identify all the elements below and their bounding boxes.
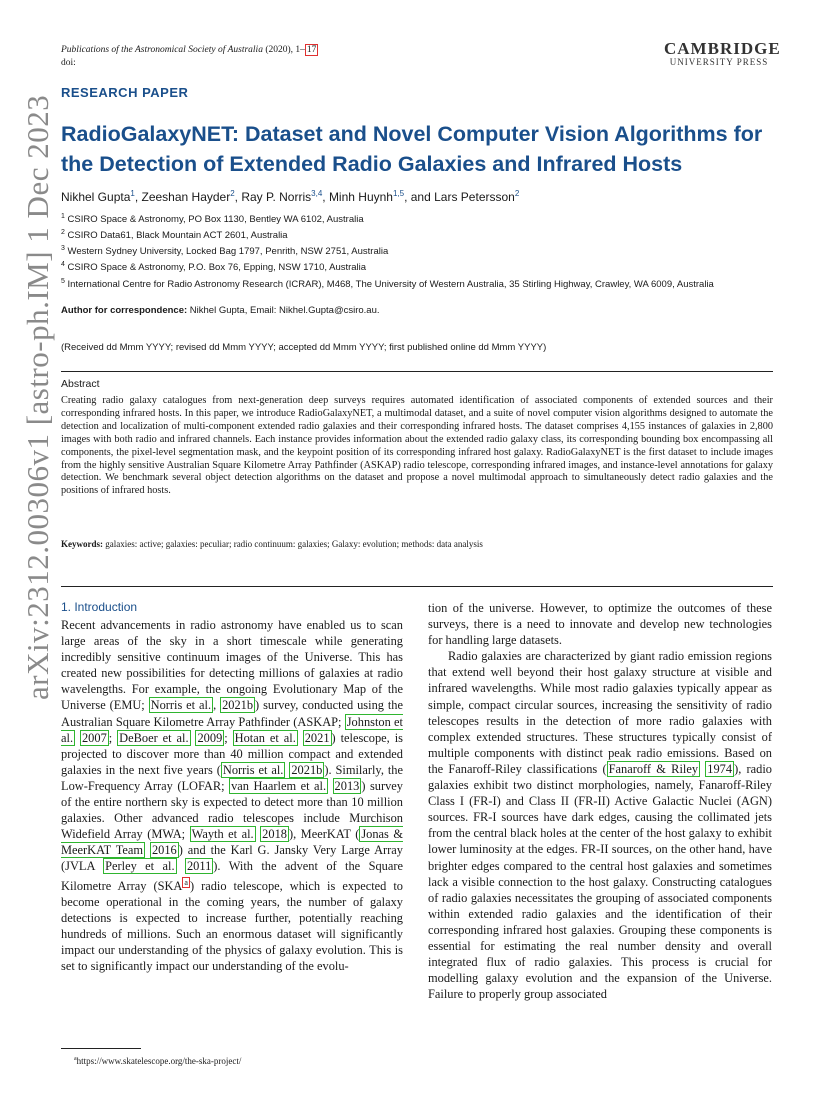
citation-link[interactable]: 2007 [81, 730, 107, 745]
author-name: Ray P. Norris [241, 190, 312, 204]
citation-link[interactable]: 2009 [197, 730, 223, 745]
author-name: Minh Huynh [328, 190, 393, 204]
author-name: Lars Petersson [434, 190, 515, 204]
divider [61, 371, 773, 372]
footnote-url[interactable]: https://www.skatelescope.org/the-ska-project/ [76, 1056, 242, 1066]
author-affiliation[interactable]: 2 [514, 189, 520, 198]
author-affiliation[interactable]: 3,4 [311, 189, 323, 198]
divider [61, 586, 773, 587]
abstract-heading: Abstract [61, 378, 100, 390]
citation-link[interactable]: Johnston et al. [61, 714, 403, 745]
correspondence-label: Author for correspondence: [61, 305, 188, 316]
citation-link[interactable]: Hotan et al. [234, 730, 296, 745]
citation-link[interactable]: 2016 [151, 843, 177, 858]
affiliation-list [61, 210, 781, 291]
citation-link[interactable]: DeBoer et al. [119, 730, 189, 745]
abstract-text: Creating radio galaxy catalogues from next-generation deep surveys requires automated identification of associated components of extended sources and their corresponding infrared hosts. In this paper, we introduce RadioGalaxyNET, a multimodal dataset, and a suite of novel computer vision algorithms designed to automate the detection and localization of multi-component extended radio galaxies and their corresponding infrared hosts. The dataset comprises 4,155 instances of galaxies in 2,800 images with both radio and infrared channels. Each instance provides information about the extended radio galaxy class, its corresponding bounding box encompassing all components, the pixel-level segmentation mask, and the keypoint position of its corresponding infrared host galaxy. RadioGalaxyNET is the first dataset to include images from the highly sensitive Australian Square Kilometre Array Pathfinder (ASKAP) radio telescope, corresponding infrared images, and instance-level annotations for galaxy detection. We benchmark several object detection algorithms on the dataset and propose a novel multimodal approach to simultaneously detect radio galaxies and the positions of infrared hosts. [61, 395, 773, 497]
citation-link[interactable]: Perley et al. [105, 859, 175, 874]
citation-link[interactable]: 1974 [707, 761, 733, 776]
body-column-right [428, 600, 772, 1002]
affiliation-item: $^2$ CSIRO Data61, Black Mountain ACT 2601, Australia [61, 229, 288, 242]
paragraph: Radio galaxies are characterized by giant radio emission regions that extend well beyond their host galaxy structure at visible and infrared wavelengths. While most radio galaxies typically appear as simple, compact circular sources, increasing the sensitivity of radio telescopes results in the detection of more radio galaxies with complex extended structures. These structures typically consist of multiple components with distinct peak radio emissions. Based on the Fanaroff-Riley classifications ( Fanaroff & Riley 1974 ), radio galaxies exhibit two distinct morphologies, namely, Fanaroff-Riley Class I (FR-I) and Class II (FR-II) Active Galactic Nuclei (AGN) sources. FR-I sources have dark edges, causing the collimated jets from the central black holes at the center of the host galaxy to exhibit lower luminosity at the edges. FR-II sources, on the other hand, have brighter edges compared to the central host galaxies and sometimes lack a visible connection to the host galaxy. Constructing catalogues of radio galaxies necessitates the grouping of associated components within extended radio galaxies and the identification of their corresponding infrared host galaxies. Grouping these components is essential for estimating the real number density and overall integrated flux of radio galaxies. This process is crucial for modelling galaxy evolution and the expansion of the Universe. Failure to properly group associated [428, 649, 772, 1002]
cambridge-logo [664, 39, 781, 68]
author-affiliation[interactable]: 1 [130, 189, 135, 198]
received-dates: (Received dd Mmm YYYY; revised dd Mmm YYYY; accepted dd Mmm YYYY; first published online dd Mmm YYYY) [61, 342, 547, 353]
page-title: RadioGalaxyNET: Dataset and Novel Computer Vision Algorithms for the Detection of Extended Radio Galaxies and Infrared Hosts [61, 122, 763, 176]
journal-year-pages: (2020), 1– [262, 45, 305, 55]
citation-link[interactable]: Norris et al. [222, 762, 284, 777]
citation-link[interactable]: 2013 [334, 778, 360, 793]
citation-link[interactable]: Fanaroff & Riley [608, 761, 699, 776]
keywords-text: galaxies: active; galaxies: peculiar; radio continuum: galaxies; Galaxy: evolution; methods: data analysis [103, 539, 483, 549]
affiliation-item: $^1$ CSIRO Space & Astronomy, PO Box 1130, Bentley WA 6102, Australia [61, 213, 364, 226]
citation-link[interactable]: Norris et al. [150, 698, 212, 713]
arxiv-identifier[interactable]: arXiv:2312.00306v1 [astro-ph.IM] 1 Dec 2023 [20, 94, 55, 700]
logo-line1: CAMBRIDGE [664, 39, 781, 58]
citation-link[interactable]: 2021 [304, 730, 330, 745]
affiliation-item: $^4$ CSIRO Space & Astronomy, P.O. Box 76, Epping, NSW 1710, Australia [61, 261, 367, 274]
author-affiliation[interactable]: 2 [230, 189, 235, 198]
logo-line2: UNIVERSITY PRESS [669, 57, 769, 67]
journal-header [61, 44, 318, 70]
affiliation-item: $^3$ Western Sydney University, Locked Bag 1797, Penrith, NSW 2751, Australia [61, 245, 389, 258]
affiliation-item: $^5$ International Centre for Radio Astronomy Research (ICRAR), M468, The University of Western Australia, 35 Stirling Highway, Crawley, WA 6009, Australia [61, 277, 714, 290]
author-name: Zeeshan Hayder [141, 190, 231, 204]
paper-type: RESEARCH PAPER [61, 85, 189, 100]
keywords [61, 539, 483, 549]
citation-link[interactable]: 2021b [291, 762, 323, 777]
body-column-left [61, 617, 403, 974]
citation-link[interactable]: van Haarlem et al. [231, 778, 327, 793]
journal-name: Publications of the Astronomical Society of Australia [61, 45, 263, 55]
correspondence-text: Nikhel Gupta, Email: Nikhel.Gupta@csiro.au. [187, 305, 380, 316]
paragraph: tion of the universe. However, to optimize the outcomes of these surveys, there is a need to innovate and develop new technologies for handling large datasets. [428, 601, 772, 648]
author-affiliation[interactable]: 1,5 [392, 189, 405, 198]
footnote-divider [61, 1048, 141, 1049]
citation-link[interactable]: 2018 [262, 827, 287, 842]
citation-link[interactable]: 2021b [222, 698, 254, 713]
last-page-link[interactable]: 17 [306, 45, 317, 55]
doi-label: doi: [61, 58, 76, 68]
paragraph: Recent advancements in radio astronomy have enabled us to scan large areas of the sky in a short timescale while generating incredibly sensitive continuum images of the Universe. This has created new possibilities for detecting millions of galaxies at radio wavelengths. For example, the ongoing Evolutionary Map of the Universe (EMU; Norris et al. , 2021b ) survey, conducted using the Australian Square Kilometre Array Pathfinder (ASKAP; Johnston et al. 2007 ; DeBoer et al. 2009 ; Hotan et al. 2021 ) telescope, is projected to discover more than 40 million compact and extended galaxies in the next five years ( Norris et al. 2021b ). Similarly, the Low-Frequency Array (LOFAR; van Haarlem et al. 2013 ) survey of the entire northern sky is expected to detect more than 10 million galaxies. Other advanced radio telescopes include Murchison Widefield Array (MWA; Wayth et al. 2018 ), MeerKAT ( Jonas & MeerKAT Team 2016 ) and the Karl G. Jansky Very Large Array (JVLA Perley et al. 2011 ). With the advent of the Square Kilometre Array (SKA $^a$ ) radio telescope, which is expected to become operational in the coming years, the number of galaxy detections is expected to increase further, potentially reaching hundreds of millions. Such an enormous dataset will significantly impact our understanding of the physics of galaxy evolution. This is set to significantly impact our understanding of the evolu- [61, 618, 404, 974]
citation-link[interactable]: Jonas & MeerKAT Team [61, 827, 404, 858]
keywords-label: Keywords: [61, 539, 103, 549]
citation-link[interactable]: Wayth et al. [191, 827, 254, 842]
footnote [74, 1056, 241, 1066]
correspondence [61, 305, 380, 316]
author-list: Nikhel Gupta$^1$, Zeeshan Hayder$^2$, Ray P. Norris$^{3,4}$, Minh Huynh$^{1,5}$, and Lars Petersson$^2$ [61, 189, 520, 204]
section-heading: 1. Introduction [61, 600, 138, 614]
footnote-mark: a [74, 1056, 77, 1062]
author-name: Nikhel Gupta [61, 190, 131, 204]
footnote-link[interactable]: a [184, 877, 188, 887]
citation-link[interactable]: 2011 [186, 859, 212, 874]
